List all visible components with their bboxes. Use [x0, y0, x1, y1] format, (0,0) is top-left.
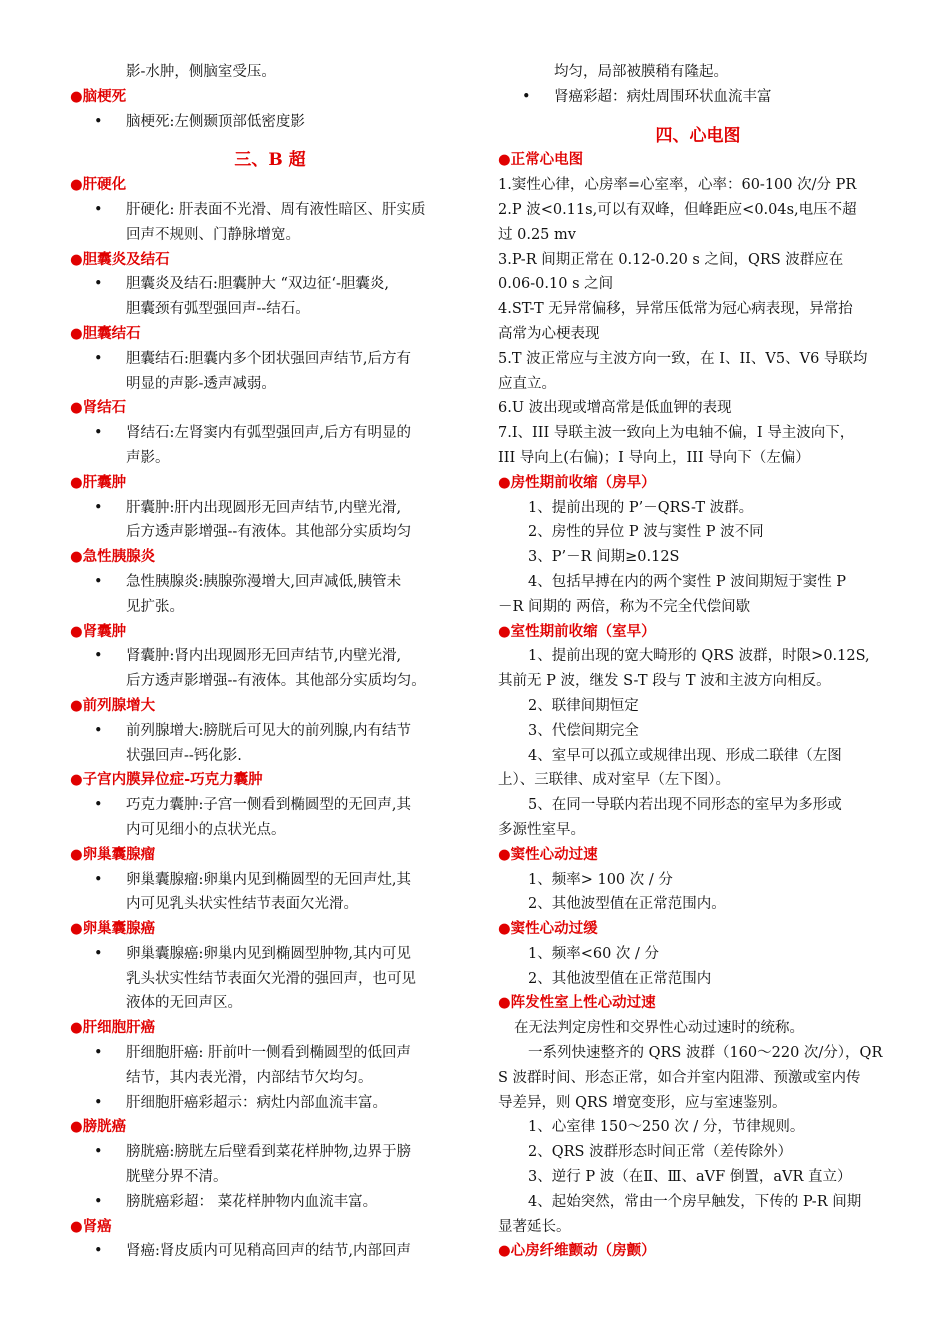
bullet-item	[70, 496, 470, 546]
section-heading: ●房性期前收缩（房早）	[498, 474, 656, 491]
chapter-title: 四、心电图	[655, 125, 741, 146]
paragraph-line: 2、其他波型值在正常范围内	[528, 970, 712, 987]
bullet-text-line: 内可见乳头状实性结节表面欠光滑。	[126, 896, 358, 913]
bullet-item	[70, 868, 470, 918]
bullet-text-line: 声影。	[126, 449, 170, 466]
paragraph-line: 在无法判定房性和交界性心动过速时的统称。	[514, 1020, 804, 1037]
paragraph-line: 4、起始突然，常由一个房早触发，下传的 P-R 间期	[528, 1193, 862, 1210]
bullet-text-line: 胆囊结石:胆囊内多个团状强回声结节,后方有	[126, 350, 411, 367]
bullet-icon: •	[94, 350, 103, 367]
paragraph-line: 4.ST-T 无异常偏移，异常压低常为冠心病表现，异常抬	[498, 301, 853, 318]
section-heading: ●正常心电图	[498, 152, 584, 169]
bullet-icon: •	[94, 797, 103, 814]
paragraph-line: 0.06-0.10 s 之间	[498, 276, 614, 293]
bullet-text-line: 影-水肿，侧脑室受压。	[126, 64, 276, 80]
section-heading: ●子宫内膜异位症-巧克力囊肿	[70, 772, 263, 789]
bullet-text-line: 状强回声--钙化影.	[126, 747, 242, 764]
paragraph-line: 2、其他波型值在正常范围内。	[528, 896, 726, 913]
bullet-text-line: 明显的声影-透声减弱。	[126, 375, 276, 392]
bullet-icon: •	[94, 1243, 103, 1260]
section-heading: ●卵巢囊腺瘤	[70, 846, 156, 863]
paragraph-line: 1、心室律 150～250 次 / 分，节律规则。	[528, 1119, 805, 1136]
paragraph-line: －R 间期的 两倍，称为不完全代偿间歇	[498, 598, 751, 615]
paragraph-line: 高常为心梗表现	[498, 325, 600, 342]
bullet-item	[70, 1041, 470, 1091]
paragraph-line: 1.窦性心律，心房率=心室率，心率：60-100 次/分 PR	[498, 177, 857, 194]
bullet-item	[70, 110, 470, 135]
bullet-text-line: 卵巢囊腺瘤:卵巢内见到椭圆型的无回声灶,其	[126, 871, 411, 888]
section-heading: ●前列腺增大	[70, 697, 156, 714]
bullet-icon: •	[94, 425, 103, 442]
paragraph-line: 3、逆行 P 波（在Ⅱ、Ⅲ、aVF 倒置，aVR 直立）	[528, 1169, 852, 1186]
section-heading: ●肝细胞肝癌	[70, 1020, 156, 1037]
bullet-icon: •	[94, 871, 103, 888]
bullet-icon: •	[94, 648, 103, 665]
bullet-text-line: 后方透声影增强--有液体。其他部分实质均匀	[126, 524, 412, 541]
paragraph-line: 4、包括早搏在内的两个窦性 P 波间期短于窦性 P	[528, 573, 847, 590]
paragraph-line: 6.U 波出现或增高常是低血钾的表现	[498, 400, 732, 417]
section-heading: ●肝硬化	[70, 177, 127, 194]
bullet-item	[70, 347, 470, 397]
bullet-icon: •	[94, 1144, 103, 1161]
section-heading: ●肾囊肿	[70, 623, 127, 640]
section-heading: ●室性期前收缩（室早）	[498, 623, 656, 640]
bullet-text-line: 液体的无回声区。	[126, 995, 242, 1012]
bullet-icon: •	[522, 88, 531, 105]
paragraph-line: 3、代偿间期完全	[528, 722, 639, 739]
section-heading: ●胆囊炎及结石	[70, 251, 170, 268]
bullet-item	[70, 1190, 470, 1215]
section-heading: ●肾癌	[70, 1218, 112, 1235]
bullet-text-line: 肝囊肿:肝内出现圆形无回声结节,内壁光滑,	[126, 499, 402, 516]
paragraph-line: 导差异，则 QRS 增宽变形，应与室速鉴别。	[498, 1094, 787, 1111]
bullet-text-line: 内可见细小的点状光点。	[126, 821, 286, 838]
paragraph-line: 一系列快速整齐的 QRS 波群（160～220 次/分），QR	[528, 1045, 883, 1062]
section-heading: ●窦性心动过缓	[498, 921, 598, 938]
left-column	[70, 60, 470, 1264]
paragraph-line: 1、提前出现的 P’－QRS-T 波群。	[528, 499, 754, 516]
bullet-text-line: 膀胱癌:膀胱左后壁看到菜花样肿物,边界于膀	[126, 1144, 411, 1161]
paragraph-line: 2、QRS 波群形态时间正常（差传除外）	[528, 1144, 793, 1161]
paragraph-line: 5.T 波正常应与主波方向一致，在 I、II、V5、V6 导联均	[498, 350, 868, 367]
bullet-item	[70, 1140, 470, 1190]
bullet-item	[498, 60, 898, 85]
paragraph-line: 7.I、III 导联主波一致向上为电轴不偏，I 导主波向下，	[498, 425, 855, 442]
paragraph-line: 1、提前出现的宽大畸形的 QRS 波群，时限>0.12S,	[528, 648, 870, 665]
bullet-icon: •	[94, 1094, 103, 1111]
bullet-text-line: 胆囊炎及结石:胆囊肿大 “双边征‘-胆囊炎,	[126, 276, 390, 293]
right-column	[498, 60, 898, 1264]
bullet-text-line: 见扩张。	[126, 598, 184, 615]
paragraph-line: 3、P’－R 间期≥0.12S	[528, 549, 680, 566]
bullet-item	[70, 1239, 470, 1264]
bullet-icon: •	[94, 1193, 103, 1210]
paragraph-line: 显著延长。	[498, 1218, 571, 1235]
bullet-text-line: 均匀，局部被膜稍有隆起。	[554, 64, 728, 80]
bullet-text-line: 肝细胞肝癌彩超示：病灶内部血流丰富。	[126, 1094, 387, 1111]
bullet-text-line: 乳头状实性结节表面欠光滑的强回声，也可见	[126, 970, 416, 987]
paragraph-line: 1、频率> 100 次 / 分	[528, 871, 673, 888]
paragraph-line: S 波群时间、形态正常，如合并室内阻滞、预激或室内传	[498, 1069, 861, 1086]
paragraph-line: 上）、三联律、成对室早（左下图）。	[498, 772, 730, 789]
paragraph-line: 应直立。	[498, 375, 556, 392]
section-heading: ●窦性心动过速	[498, 846, 598, 863]
bullet-item	[70, 942, 470, 1016]
bullet-icon: •	[94, 945, 103, 962]
bullet-icon: •	[94, 113, 103, 130]
section-heading: ●急性胰腺炎	[70, 549, 156, 566]
bullet-item	[70, 198, 470, 248]
paragraph-line: 2、房性的异位 P 波与窦性 P 波不同	[528, 524, 764, 541]
bullet-item	[70, 60, 470, 85]
bullet-text-line: 肾囊肿:肾内出现圆形无回声结节,内壁光滑,	[126, 648, 402, 665]
bullet-text-line: 胆囊颈有弧型强回声--结石。	[126, 301, 310, 318]
bullet-text-line: 肾癌:肾皮质内可见稍高回声的结节,内部回声	[126, 1243, 411, 1260]
paragraph-line: 多源性室早。	[498, 821, 585, 838]
bullet-text-line: 后方透声影增强--有液体。其他部分实质均匀。	[126, 673, 426, 690]
bullet-icon: •	[94, 573, 103, 590]
bullet-icon: •	[94, 722, 103, 739]
paragraph-line: 3.P-R 间期正常在 0.12-0.20 s 之间，QRS 波群应在	[498, 251, 844, 268]
bullet-text-line: 回声不规则、门静脉增宽。	[126, 226, 300, 243]
paragraph-line: 2.P 波<0.11s,可以有双峰，但峰距应<0.04s,电压不超	[498, 201, 857, 218]
bullet-text-line: 肝细胞肝癌: 肝前叶一侧看到椭圆型的低回声	[126, 1045, 411, 1062]
bullet-icon: •	[94, 201, 103, 218]
bullet-text-line: 肝硬化: 肝表面不光滑、周有液性暗区、肝实质	[126, 201, 426, 218]
paragraph-line: 4、室早可以孤立或规律出现、形成二联律（左图	[528, 747, 842, 764]
bullet-item	[70, 1091, 470, 1116]
bullet-item	[70, 793, 470, 843]
paragraph-line: III 导向上(右偏)；I 导向上，III 导向下（左偏）	[498, 449, 810, 466]
bullet-item	[70, 644, 470, 694]
bullet-item	[70, 272, 470, 322]
bullet-text-line: 急性胰腺炎:胰腺弥漫增大,回声减低,胰管未	[126, 573, 402, 590]
bullet-text-line: 膀胱癌彩超： 菜花样肿物内血流丰富。	[126, 1193, 378, 1210]
bullet-icon: •	[94, 499, 103, 516]
bullet-item	[70, 570, 470, 620]
bullet-item	[498, 85, 898, 110]
bullet-icon: •	[94, 1045, 103, 1062]
paragraph-line: 其前无 P 波，继发 S-T 段与 T 波和主波方向相反。	[498, 673, 831, 690]
section-heading: ●阵发性室上性心动过速	[498, 995, 656, 1012]
section-heading: ●脑梗死	[70, 88, 127, 105]
section-heading: ●膀胱癌	[70, 1119, 127, 1136]
bullet-text-line: 胱壁分界不清。	[126, 1169, 228, 1186]
section-heading: ●心房纤维颤动（房颤）	[498, 1243, 656, 1260]
bullet-item	[70, 421, 470, 471]
section-heading: ●卵巢囊腺癌	[70, 921, 156, 938]
bullet-icon: •	[94, 276, 103, 293]
paragraph-line: 过 0.25 mv	[498, 226, 576, 243]
bullet-text-line: 卵巢囊腺癌:卵巢内见到椭圆型肿物,其内可见	[126, 945, 411, 962]
bullet-text-line: 肾癌彩超：病灶周围环状血流丰富	[554, 88, 772, 105]
bullet-text-line: 结节，其内表光滑，内部结节欠均匀。	[126, 1069, 373, 1086]
section-heading: ●肝囊肿	[70, 474, 127, 491]
paragraph-line: 5、在同一导联内若出现不同形态的室早为多形或	[528, 797, 842, 814]
bullet-text-line: 前列腺增大:膀胱后可见大的前列腺,内有结节	[126, 722, 411, 739]
chapter-title: 三、B 超	[234, 150, 306, 171]
section-heading: ●肾结石	[70, 400, 127, 417]
section-heading: ●胆囊结石	[70, 325, 141, 342]
bullet-item	[70, 719, 470, 769]
paragraph-line: 1、频率<60 次 / 分	[528, 945, 660, 962]
bullet-text-line: 巧克力囊肿:子宫一侧看到椭圆型的无回声,其	[126, 797, 411, 814]
bullet-text-line: 肾结石:左肾窦内有弧型强回声,后方有明显的	[126, 425, 411, 442]
bullet-text-line: 脑梗死:左侧颞顶部低密度影	[126, 113, 305, 130]
paragraph-line: 2、联律间期恒定	[528, 697, 639, 714]
